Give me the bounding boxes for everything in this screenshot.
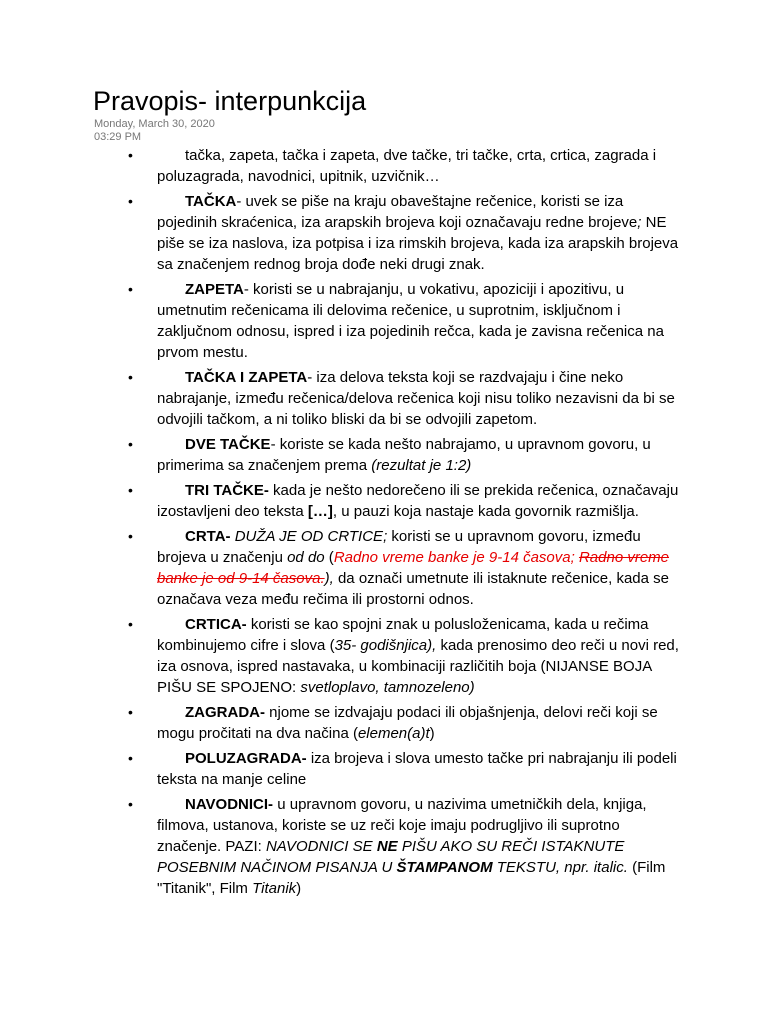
bullet-icon: • bbox=[128, 704, 133, 720]
text-run: Titanik bbox=[252, 880, 297, 897]
list-item bbox=[0, 191, 768, 275]
text-run: - iza delova teksta koji se razdvajaju i čine neko nabrajanje, između rečenica/delova rečenica koji nisu toliko nezavisni da bi se odvojili tačkom, a ni toliko bliski da bi se odvojili zapetom. bbox=[157, 369, 675, 428]
text-run: njome se izdvajaju podaci ili objašnjenja, delovi reči koji se mogu pročitati na dva načina ( bbox=[157, 704, 658, 742]
bullet-icon: • bbox=[128, 369, 133, 385]
bullet-icon: • bbox=[128, 436, 133, 452]
list-item bbox=[0, 526, 768, 610]
text-run: - uvek se piše na kraju obaveštajne rečenice, koristi se iza pojedinih skraćenica, iza arapskih brojeva koji označavaju redne brojeve bbox=[157, 193, 638, 231]
text-run: CRTA- bbox=[185, 528, 235, 545]
text-run: DUŽA JE OD CRTICE; bbox=[234, 528, 388, 545]
text-run: kada prenosimo deo reči u novi red, iza osnova, ispred nastavaka, u kombinaciji različitih boja (NIJANSE BOJA PIŠU SE SPOJENO: bbox=[157, 637, 679, 696]
text-run: od do bbox=[287, 549, 325, 566]
text-run: ) bbox=[429, 725, 435, 742]
text-run: - koriste se kada nešto nabrajamo, u upravnom govoru, u primerima sa značenjem prema bbox=[157, 436, 651, 474]
bullet-list bbox=[0, 145, 768, 903]
item-crtica bbox=[157, 614, 687, 698]
item-zagrada bbox=[157, 702, 687, 744]
text-run: ZAPETA bbox=[185, 281, 244, 298]
list-item bbox=[0, 794, 768, 899]
page-title: Pravopis- interpunkcija bbox=[93, 86, 367, 116]
text-run: ), bbox=[324, 570, 334, 587]
bullet-icon: • bbox=[128, 750, 133, 766]
text-run: koristi se kao spojni znak u polusloženicama, kada u rečima kombinujemo cifre i slova ( bbox=[157, 616, 649, 654]
text-run: NE bbox=[376, 838, 398, 855]
bullet-icon: • bbox=[128, 528, 133, 544]
text-run: elemen(a)t bbox=[357, 725, 430, 742]
text-run: TEKSTU, npr. italic. bbox=[492, 859, 628, 876]
text-run: TAČKA bbox=[185, 193, 237, 210]
text-run: 35- godišnjica), bbox=[334, 637, 437, 654]
text-run: Radno vreme banke je od 9-14 časova. bbox=[157, 549, 670, 587]
list-item bbox=[0, 480, 768, 522]
text-run: (Film "Titanik", Film bbox=[157, 859, 666, 897]
text-run: PIŠU AKO SU REČI ISTAKNUTE POSEBNIM NAČINOM PISANJA U bbox=[157, 838, 625, 876]
bullet-icon: • bbox=[128, 193, 133, 209]
text-run: koristi se u upravnom govoru, između brojeva u značenju bbox=[157, 528, 641, 566]
bullet-icon: • bbox=[128, 147, 133, 163]
list-item bbox=[0, 702, 768, 744]
item-tacka bbox=[157, 191, 687, 275]
list-item bbox=[0, 614, 768, 698]
text-run: ; bbox=[637, 214, 646, 231]
list-item bbox=[0, 367, 768, 430]
item-navodnici bbox=[157, 794, 687, 899]
text-run: DVE TAČKE bbox=[185, 436, 271, 453]
text-run: ZAGRADA- bbox=[185, 704, 265, 721]
bullet-icon: • bbox=[128, 796, 133, 812]
text-run: CRTICA- bbox=[185, 616, 247, 633]
text-run: ( bbox=[324, 549, 334, 566]
item-poluzagrada bbox=[157, 748, 687, 790]
text-run: ) bbox=[296, 880, 302, 897]
item-tacka-i-zapeta bbox=[157, 367, 687, 430]
text-run: TAČKA I ZAPETA bbox=[185, 369, 308, 386]
text-run: NE piše se iza naslova, iza potpisa i iza rimskih brojeva, kada iza arapskih brojeva sa značenjem rednog broja dođe neki drugi znak. bbox=[157, 214, 679, 273]
text-run: u upravnom govoru, u nazivima umetničkih dela, knjiga, filmova, ustanova, koriste se uz reči koje imaju podrugljivo ili suprotno značenje. PAZI: bbox=[157, 796, 647, 855]
list-item bbox=[0, 279, 768, 363]
text-run: svetloplavo, tamnozeleno) bbox=[300, 679, 475, 696]
text-run: […] bbox=[307, 503, 333, 520]
page-time: 03:29 PM bbox=[94, 131, 142, 143]
text-run: NAVODNICI SE bbox=[265, 838, 377, 855]
item-tri-tacke bbox=[157, 480, 687, 522]
text-run: , u pauzi koja nastaje kada govornik razmišlja. bbox=[332, 503, 639, 520]
item-dve-tacke bbox=[157, 434, 687, 476]
text-run: TRI TAČKE- bbox=[185, 482, 269, 499]
text-run: iza brojeva i slova umesto tačke pri nabrajanju ili podeli teksta na manje celine bbox=[157, 750, 677, 788]
bullet-icon: • bbox=[128, 616, 133, 632]
text-run: da označi umetnute ili istaknute rečenice, kada se označava veza među rečima ili prostorni odnos. bbox=[157, 570, 669, 608]
text-run: kada je nešto nedorečeno ili se prekida rečenica, označavaju izostavljeni deo teksta bbox=[157, 482, 679, 520]
item-overview bbox=[157, 145, 687, 187]
item-crta bbox=[157, 526, 687, 610]
bullet-icon: • bbox=[128, 281, 133, 297]
text-run: POLUZAGRADA- bbox=[185, 750, 307, 767]
page-date: Monday, March 30, 2020 bbox=[94, 118, 215, 130]
text-run: NAVODNICI- bbox=[185, 796, 274, 813]
list-item bbox=[0, 145, 768, 187]
text-run: Radno vreme banke je 9-14 časova; bbox=[333, 549, 579, 566]
text-run: tačka, zapeta, tačka i zapeta, dve tačke, tri tačke, crta, crtica, zagrada i poluzagrada, navodnici, upitnik, uzvičnik… bbox=[157, 147, 657, 185]
item-zapeta bbox=[157, 279, 687, 363]
text-run: (rezultat je 1:2) bbox=[371, 457, 472, 474]
text-run: - koristi se u nabrajanju, u vokativu, apoziciji i apozitivu, u umetnutim rečenicama ili delovima rečenice, u suprotnim, isključnom i zaključnom odnosu, ispred i iza pojedinih rečca, kada je zavisna rečenica na prvom mestu. bbox=[157, 281, 664, 361]
text-run: ŠTAMPANOM bbox=[396, 859, 493, 876]
list-item bbox=[0, 748, 768, 790]
bullet-icon: • bbox=[128, 482, 133, 498]
list-item bbox=[0, 434, 768, 476]
